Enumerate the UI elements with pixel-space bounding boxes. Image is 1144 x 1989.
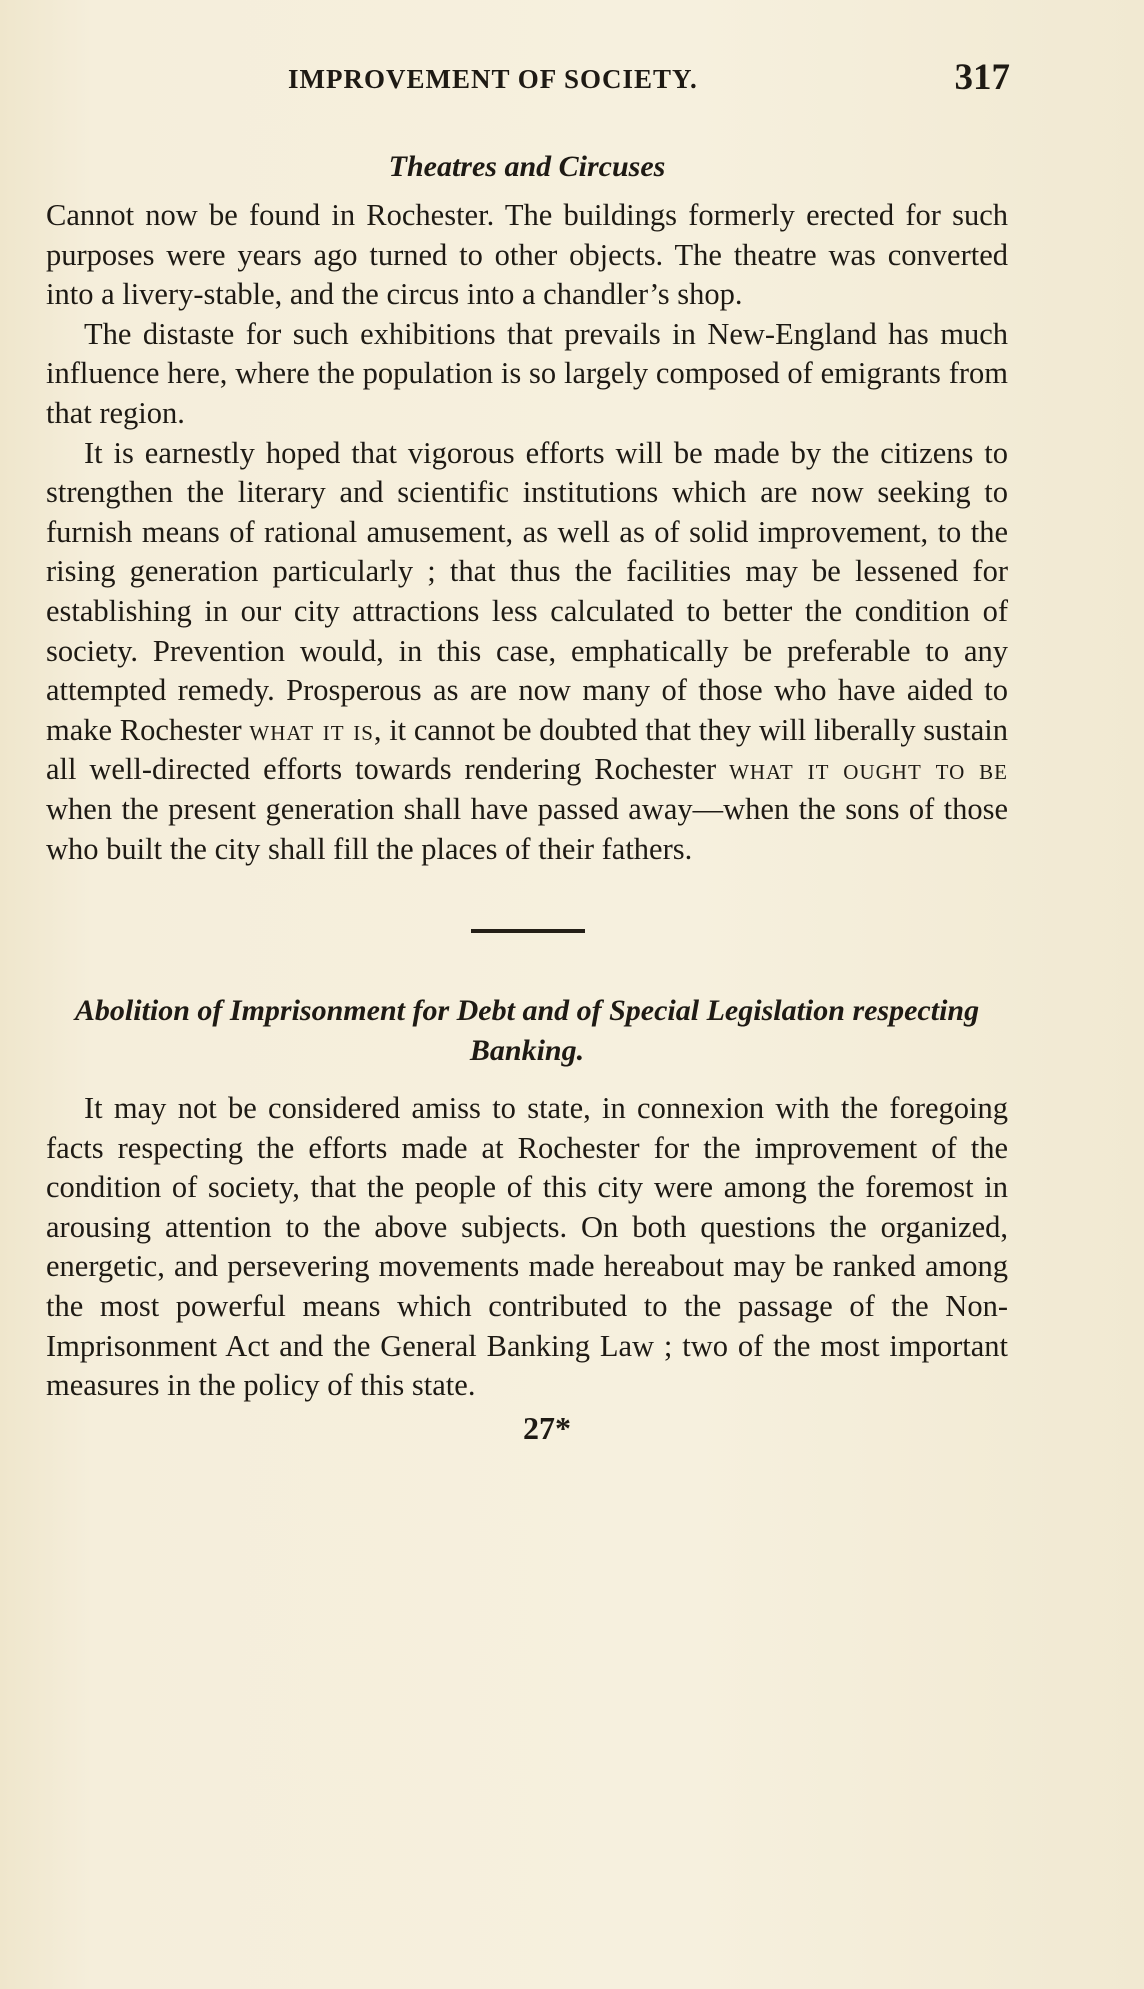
paragraph-text: , it cannot be doubted that they will liberally sustain all well-directed efforts towards rendering Rochester <box>46 712 1008 787</box>
section-title-abolition: Abolition of Imprisonment for Debt and of Special Legislation respecting Banking. <box>74 994 980 1068</box>
paragraph: The distaste for such exhibitions that prevails in New-England has much influence here, where the population is so largely composed of emigrants from that region. <box>46 316 1008 430</box>
signature-mark: 27* <box>523 1409 571 1446</box>
page-header <box>288 56 1014 106</box>
page-number: 317 <box>954 57 1010 98</box>
section-divider <box>46 869 1008 991</box>
paragraph <box>46 434 1008 870</box>
paragraph: Cannot now be found in Rochester. The buildings formerly erected for such purposes were years ago turned to other objects. The theatre was converted into a livery-stable, and the circus into a chandler’s shop. <box>46 198 1008 312</box>
divider-rule <box>471 929 585 933</box>
small-caps-emphasis: what it is <box>249 712 374 747</box>
paragraph: It may not be considered amiss to state, in connexion with the foregoing facts respecting the efforts made at Rochester for the improvement of the condition of society, that the people of this city were among the foremost in arousing attention to the above subjects. On both questions the organized, energetic, and persevering movements made hereabout may be ranked among the most powerful means which contributed to the passage of the Non-Imprisonment Act and the General Banking Law ; two of the most important measures in the policy of this state. <box>46 1091 1008 1403</box>
paragraph-text: It is earnestly hoped that vigorous efforts will be made by the citizens to strengthen the literary and scientific institutions which are now seeking to furnish means of rational amusement, as well as of solid improvement, to the rising generation particularly ; that thus the facilities may be lessened for establishing in our city attractions less calculated to better the condition of society. Prevention would, in this case, emphatically be preferable to any attempted remedy. Prosperous as are now many of those who have aided to make Rochester <box>46 435 1008 747</box>
paragraph-text: when the present generation shall have passed away—when the sons of those who built the city shall fill the places of their fathers. <box>46 791 1008 866</box>
running-head: IMPROVEMENT OF SOCIETY. <box>288 64 698 94</box>
section-title-theatres: Theatres and Circuses <box>388 150 666 183</box>
small-caps-emphasis: what it ought to be <box>729 752 1008 787</box>
page-body <box>46 150 1008 1447</box>
